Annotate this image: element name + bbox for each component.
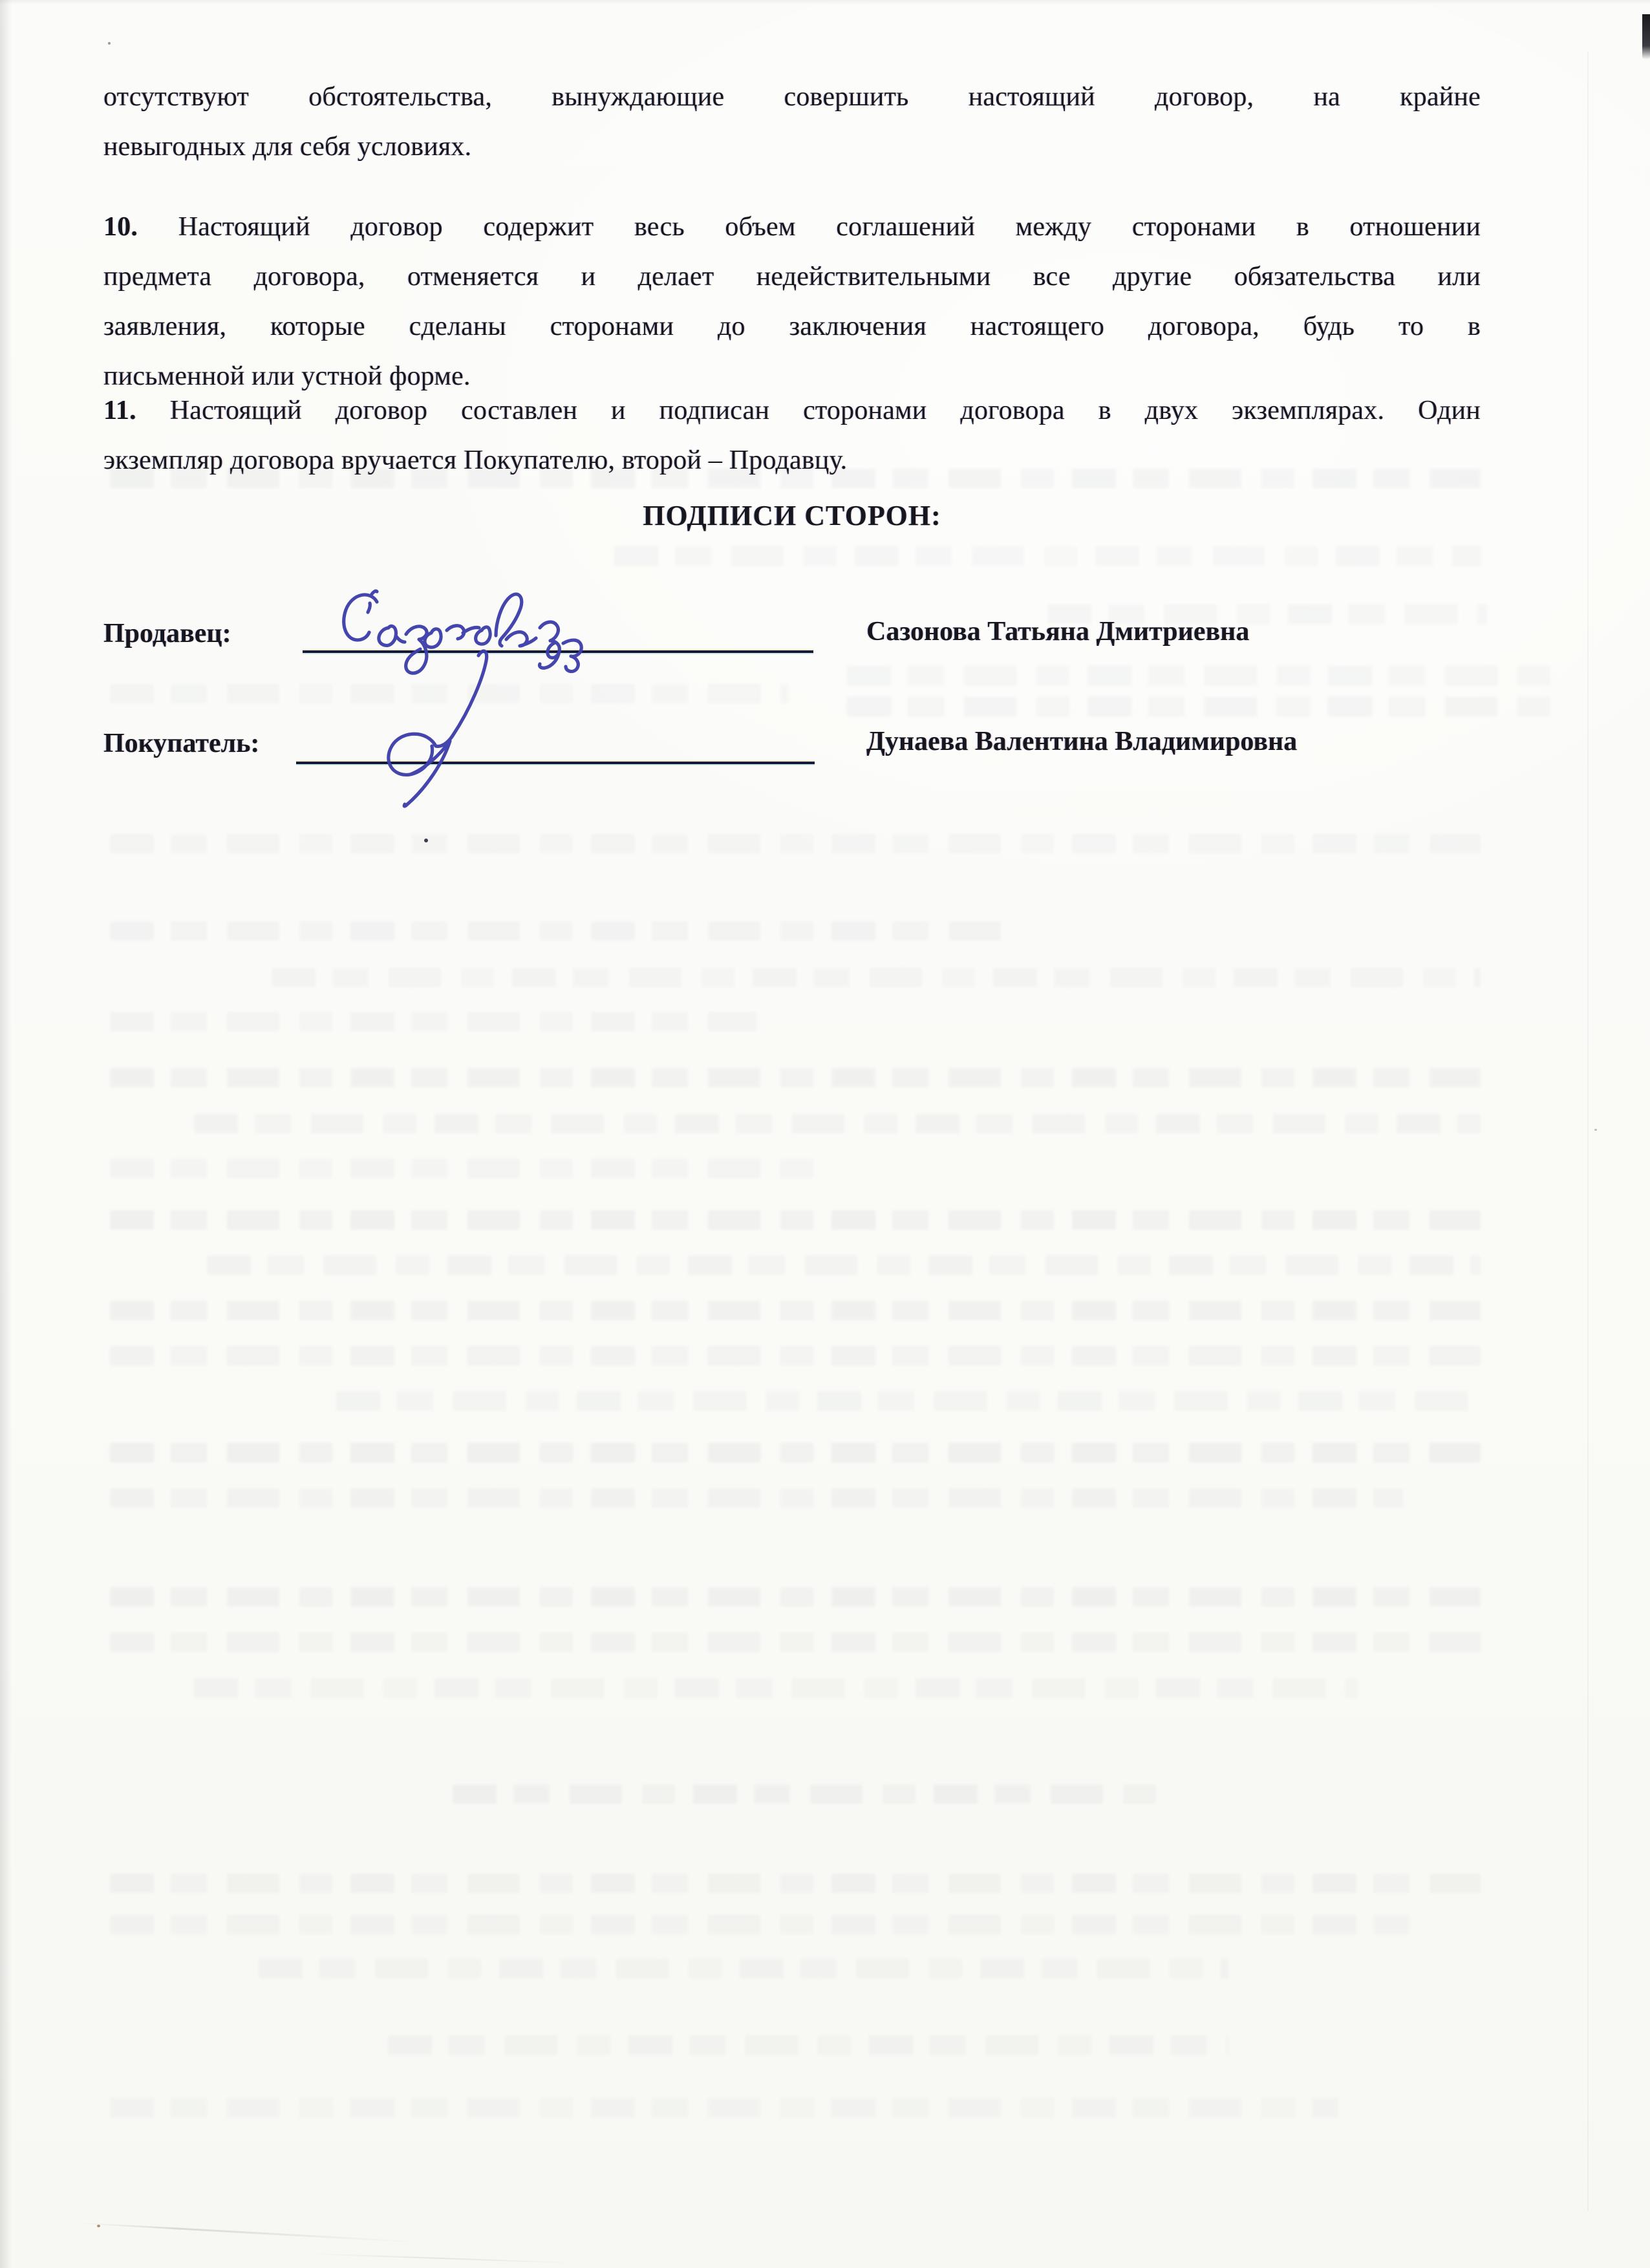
bleed-through-artifact bbox=[194, 1114, 1481, 1133]
bleed-through-artifact bbox=[110, 1587, 1481, 1607]
seller-name: Сазонова Татьяна Дмитриевна bbox=[866, 617, 1250, 647]
clause-number: 11. bbox=[103, 396, 136, 425]
scan-speck bbox=[424, 839, 428, 842]
paper-edge-line bbox=[1587, 52, 1589, 2211]
clause-line: экземпляр договора вручается Покупателю, второй – Продавцу. bbox=[103, 445, 848, 475]
bleed-through-artifact bbox=[110, 1210, 1481, 1230]
paper-crease bbox=[304, 2253, 575, 2264]
paragraph-line: отсутствуют обстоятельства, вынуждающие совершить настоящий договор, на крайне bbox=[103, 82, 1481, 112]
buyer-signature-line bbox=[296, 762, 815, 764]
bleed-through-artifact bbox=[110, 1012, 756, 1031]
scan-speck bbox=[97, 2225, 100, 2227]
bleed-through-artifact bbox=[207, 1256, 1481, 1275]
bleed-through-artifact bbox=[272, 968, 1481, 987]
bleed-through-artifact bbox=[110, 1874, 1481, 1893]
scan-edge-shadow-top bbox=[0, 0, 1650, 5]
bleed-through-artifact bbox=[110, 1632, 1481, 1652]
bleed-through-artifact bbox=[110, 834, 1481, 853]
bleed-through-artifact bbox=[259, 1959, 1228, 1978]
clause-line-text: Настоящий договор составлен и подписан сторонами договора в двух экземплярах. Один bbox=[169, 396, 1481, 425]
buyer-handwritten-signature bbox=[375, 645, 504, 813]
clause-line bbox=[103, 386, 1481, 436]
bleed-through-artifact bbox=[110, 1068, 1481, 1087]
clause-11 bbox=[103, 386, 1481, 486]
paper-crease bbox=[71, 2221, 433, 2243]
bleed-through-artifact bbox=[847, 666, 1552, 685]
bleed-through-artifact bbox=[110, 921, 1015, 941]
clause-line bbox=[103, 202, 1481, 252]
clause-line: заявления, которые сделаны сторонами до заключения настоящего договора, будь то в bbox=[103, 312, 1481, 341]
bleed-through-artifact bbox=[336, 1391, 1481, 1411]
clause-line: письменной или устной форме. bbox=[103, 361, 471, 391]
bleed-through-artifact bbox=[110, 1346, 1481, 1365]
scan-speck bbox=[1594, 1129, 1597, 1131]
buyer-label: Покупатель: bbox=[103, 729, 260, 758]
bleed-through-artifact bbox=[194, 1678, 1358, 1698]
bleed-through-artifact bbox=[388, 2035, 1228, 2055]
clause-10 bbox=[103, 202, 1481, 401]
clause-number: 10. bbox=[103, 212, 138, 242]
clause-line-text: Настоящий договор содержит весь объем соглашений между сторонами в отношении bbox=[178, 212, 1481, 242]
intro-paragraph bbox=[103, 72, 1481, 172]
bleed-through-artifact bbox=[110, 2098, 1338, 2117]
scan-speck bbox=[108, 42, 111, 45]
bleed-through-artifact bbox=[847, 697, 1552, 716]
paragraph-line: невыгодных для себя условиях. bbox=[103, 132, 472, 162]
seller-label: Продавец: bbox=[103, 619, 231, 648]
buyer-name: Дунаева Валентина Владимировна bbox=[866, 727, 1298, 756]
scanner-edge-mark bbox=[1642, 14, 1650, 59]
scan-edge-shadow-left bbox=[0, 0, 12, 2268]
bleed-through-artifact bbox=[453, 1784, 1164, 1804]
bleed-through-artifact bbox=[110, 1443, 1481, 1462]
bleed-through-artifact bbox=[110, 1488, 1403, 1508]
bleed-through-artifact bbox=[110, 1301, 1481, 1320]
bleed-through-artifact bbox=[614, 546, 1481, 566]
signatures-heading: ПОДПИСИ СТОРОН: bbox=[643, 500, 941, 531]
bleed-through-artifact bbox=[110, 1159, 821, 1178]
clause-line: предмета договора, отменяется и делает недействительными все другие обязательства или bbox=[103, 262, 1481, 292]
bleed-through-artifact bbox=[110, 1915, 1422, 1934]
